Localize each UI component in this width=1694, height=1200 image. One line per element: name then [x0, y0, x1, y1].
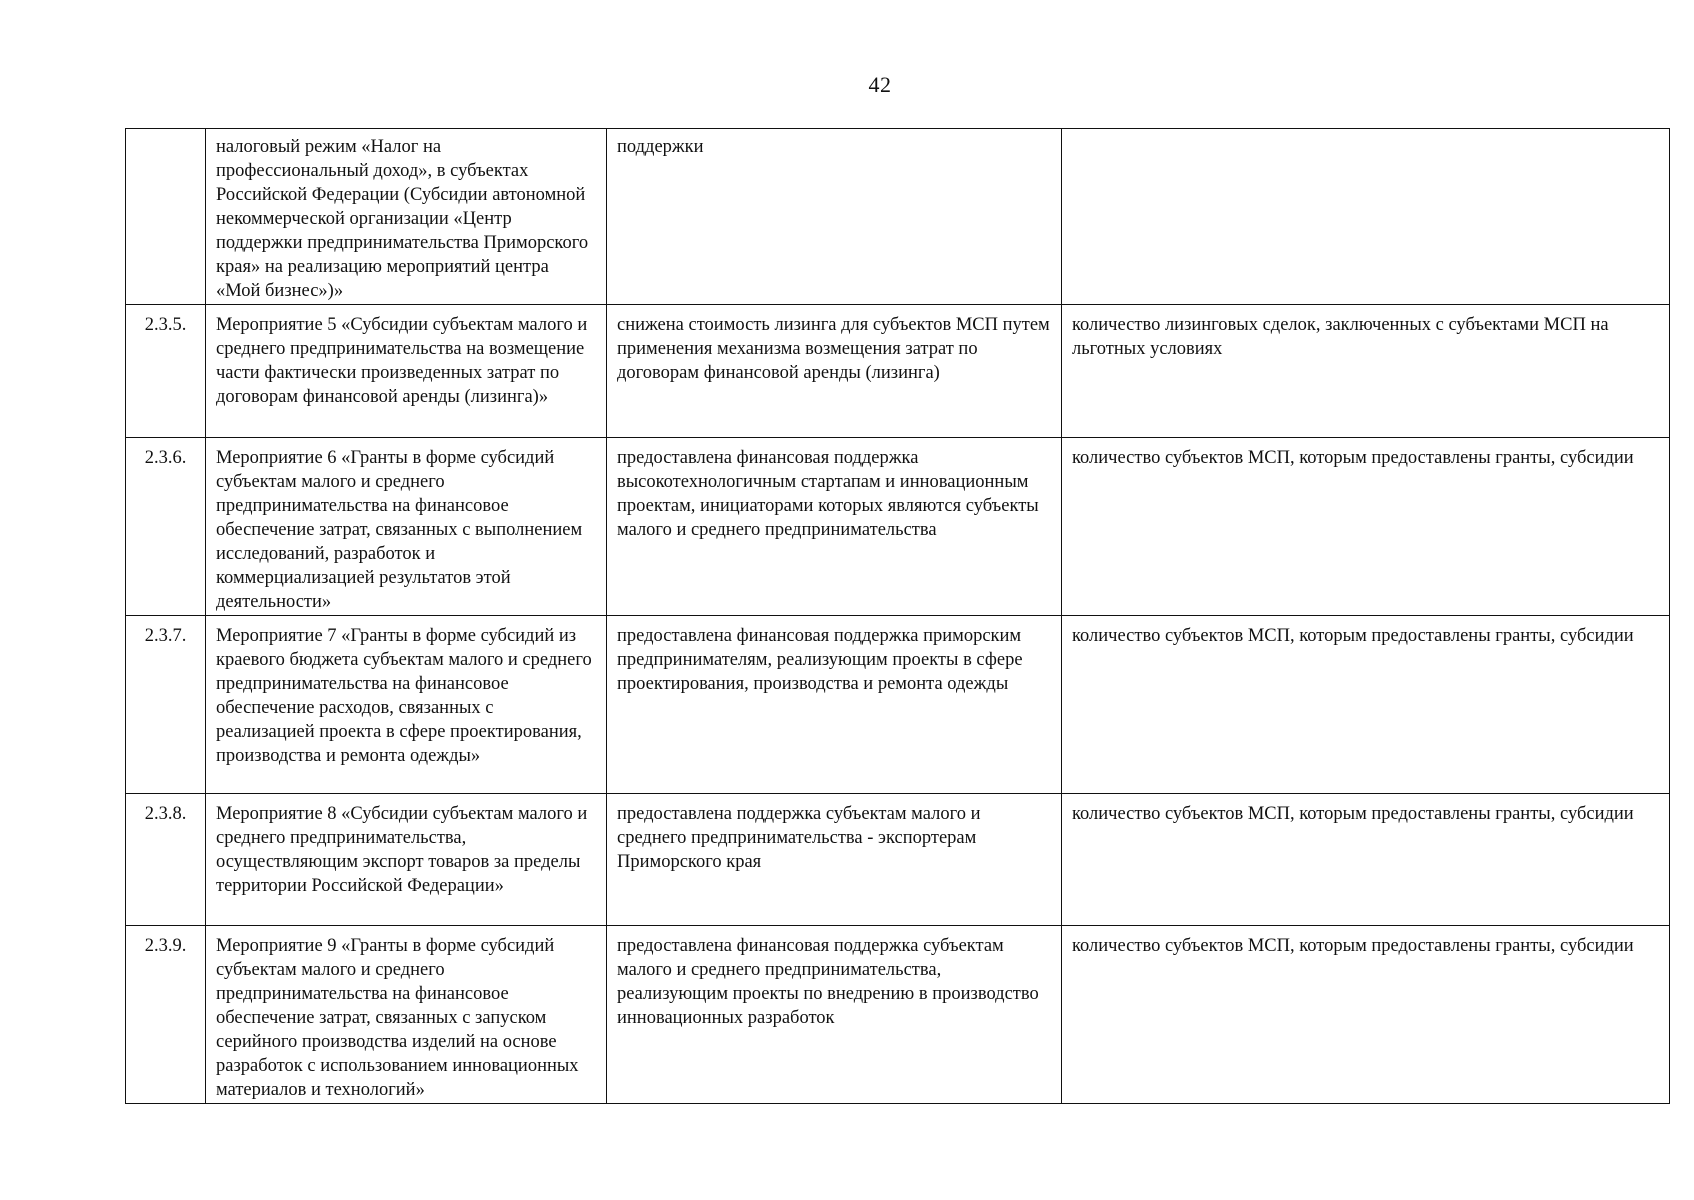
measures-table [125, 128, 1670, 1104]
row-number: 2.3.7. [126, 616, 206, 794]
result-cell: предоставлена финансовая поддержка приморским предпринимателям, реализующим проекты в сфере проектирования, производства и ремонта одежды [607, 616, 1062, 794]
result-cell: снижена стоимость лизинга для субъектов МСП путем применения механизма возмещения затрат по договорам финансовой аренды (лизинга) [607, 305, 1062, 438]
event-cell: Мероприятие 8 «Субсидии субъектам малого и среднего предпринимательства, осуществляющим экспорт товаров за пределы территории Российской Федерации» [206, 794, 607, 926]
event-cell: Мероприятие 6 «Гранты в форме субсидий субъектам малого и среднего предпринимательства на финансовое обеспечение затрат, связанных с выполнением исследований, разработок и коммерциализацией результатов этой деятельности» [206, 438, 607, 616]
page-number: 42 [868, 72, 892, 97]
indicator-cell: количество субъектов МСП, которым предоставлены гранты, субсидии [1062, 794, 1670, 926]
indicator-cell: количество лизинговых сделок, заключенных с субъектами МСП на льготных условиях [1062, 305, 1670, 438]
table-row [126, 616, 1670, 794]
table-row [126, 438, 1670, 616]
row-number: 2.3.9. [126, 926, 206, 1104]
result-cell: предоставлена поддержка субъектам малого и среднего предпринимательства - экспортерам Приморского края [607, 794, 1062, 926]
event-cell: Мероприятие 7 «Гранты в форме субсидий из краевого бюджета субъектам малого и среднего предпринимательства на финансовое обеспечение расходов, связанных с реализацией проекта в сфере проектирования, производства и ремонта одежды» [206, 616, 607, 794]
indicator-cell [1062, 129, 1670, 305]
table-row [126, 305, 1670, 438]
table-row [126, 794, 1670, 926]
indicator-cell: количество субъектов МСП, которым предоставлены гранты, субсидии [1062, 926, 1670, 1104]
row-number: 2.3.6. [126, 438, 206, 616]
result-cell: предоставлена финансовая поддержка высокотехнологичным стартапам и инновационным проектам, инициаторами которых являются субъекты малого и среднего предпринимательства [607, 438, 1062, 616]
row-number [126, 129, 206, 305]
table-row [126, 926, 1670, 1104]
row-number: 2.3.8. [126, 794, 206, 926]
indicator-cell: количество субъектов МСП, которым предоставлены гранты, субсидии [1062, 438, 1670, 616]
indicator-cell: количество субъектов МСП, которым предоставлены гранты, субсидии [1062, 616, 1670, 794]
event-cell: Мероприятие 5 «Субсидии субъектам малого и среднего предпринимательства на возмещение части фактически произведенных затрат по договорам финансовой аренды (лизинга)» [206, 305, 607, 438]
result-cell: поддержки [607, 129, 1062, 305]
row-number: 2.3.5. [126, 305, 206, 438]
event-cell: налоговый режим «Налог на профессиональный доход», в субъектах Российской Федерации (Субсидии автономной некоммерческой организации «Центр поддержки предпринимательства Приморского края» на реализацию мероприятий центра «Мой бизнес»)» [206, 129, 607, 305]
table-row [126, 129, 1670, 305]
result-cell: предоставлена финансовая поддержка субъектам малого и среднего предпринимательства, реализующим проекты по внедрению в производство инновационных разработок [607, 926, 1062, 1104]
event-cell: Мероприятие 9 «Гранты в форме субсидий субъектам малого и среднего предпринимательства на финансовое обеспечение затрат, связанных с запуском серийного производства изделий на основе разработок с использованием инновационных материалов и технологий» [206, 926, 607, 1104]
